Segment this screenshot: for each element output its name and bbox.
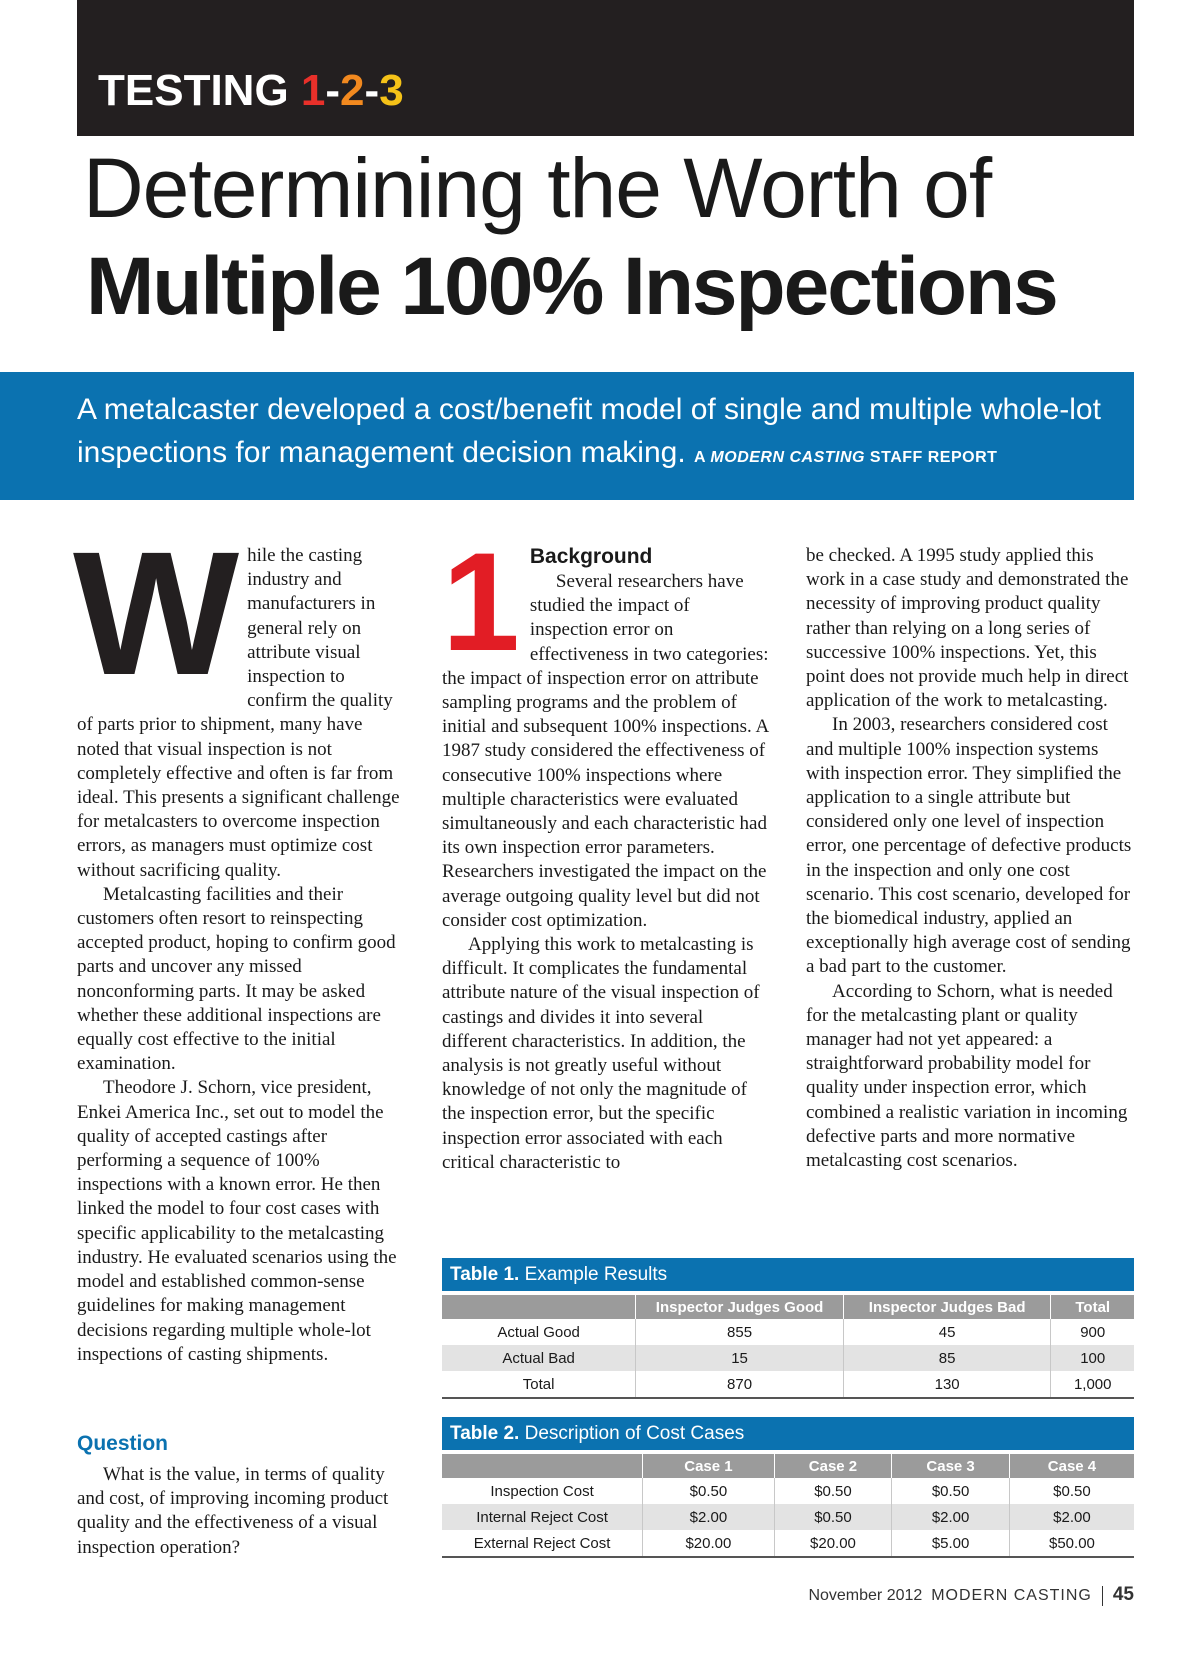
headline-line-2: Multiple 100% Inspections <box>86 241 1057 332</box>
table-1-title: Table 1. Example Results <box>442 1258 1134 1291</box>
paragraph: In 2003, researchers considered cost and multiple 100% inspection systems with inspection error. They simplified the application to a single attribute but considered only one level of inspection error, one percentage of defective products in the inspection and only one cost scenario. This cost scenario, developed for the biomedical industry, applied an exceptionally high average cost of sending a bad part to the customer. <box>806 714 1132 978</box>
kicker-digit-1: 1 <box>300 66 326 115</box>
table-1-grid <box>442 1295 1134 1399</box>
table-2 <box>442 1417 1134 1558</box>
table-2-title: Table 2. Description of Cost Cases <box>442 1417 1134 1450</box>
headline-line-1: Determining the Worth of <box>83 141 992 235</box>
paragraph: be checked. A 1995 study applied this work in a case study and demonstrated the necessity of improving product quality rather than relying on a long series of successive 100% inspections. Yet, this point does not provide much help in direct application of the work to metalcasting. <box>806 545 1129 712</box>
table-header-cell <box>442 1295 636 1319</box>
article-column-3 <box>806 544 1136 1173</box>
background-heading: Background <box>529 545 653 568</box>
table-header-cell: Case 2 <box>774 1454 892 1478</box>
question-body: What is the value, in terms of quality and cost, of improving incoming product quality and the effectiveness of a visual inspection operation? <box>77 1464 389 1558</box>
section-kicker: TESTING 1-2-3 <box>98 66 404 115</box>
table-1 <box>442 1258 1134 1399</box>
drop-cap-w: W <box>73 516 240 712</box>
paragraph: hile the casting industry and manufacturers in general rely on attribute visual inspection to confirm the quality of parts prior to shipment, many have noted that visual inspection is not completely effective and often is far from ideal. This presents a significant challenge for metalcasters to overcome inspection errors, as managers must optimize cost without sacrificing quality. <box>77 545 400 881</box>
table-row: Total 870 130 1,000 <box>442 1371 1134 1398</box>
table-row: Actual Bad 15 85 100 <box>442 1345 1134 1371</box>
paragraph: According to Schorn, what is needed for the metalcasting plant or quality manager had not yet appeared: a straightforward probability model for quality under inspection error, which combined a realistic variation in incoming defective parts and more normative metalcasting cost scenarios. <box>806 980 1128 1172</box>
table-row: Actual Good 855 45 900 <box>442 1319 1134 1345</box>
paragraph: Several researchers have studied the impact of inspection error on effectiveness in two categories: the impact of inspection error on attribute sampling programs and the problem of initial and subsequent 100% inspections. A 1987 study considered the effectiveness of consecutive 100% inspections where multiple characteristics were evaluated simultaneously and each characteristic had its own inspection error parameters. Researchers investigated the impact on the average outgoing quality level but did not consider cost optimization. <box>442 571 769 931</box>
footer-divider <box>1102 1586 1103 1606</box>
article-column-1 <box>73 516 407 1367</box>
table-header-cell: Case 3 <box>892 1454 1010 1478</box>
table-row: External Reject Cost $20.00 $20.00 $5.00 $50.00 <box>442 1530 1134 1557</box>
table-row: Inspection Cost $0.50 $0.50 $0.50 $0.50 <box>442 1478 1134 1504</box>
table-header-cell: Inspector Judges Good <box>636 1295 844 1319</box>
table-row: Internal Reject Cost $2.00 $0.50 $2.00 $2.00 <box>442 1504 1134 1530</box>
table-header-cell: Inspector Judges Bad <box>843 1295 1051 1319</box>
table-2-grid <box>442 1454 1134 1558</box>
table-header-cell: Case 4 <box>1009 1454 1134 1478</box>
table-header-cell: Case 1 <box>643 1454 774 1478</box>
paragraph: Theodore J. Schorn, vice president, Enkei America Inc., set out to model the quality of accepted castings after performing a sequence of 100% inspections with a known error. He then linked the model to four cost cases with specific applicability to the metalcasting industry. He evaluated scenarios using the model and established common-sense guidelines for making management decisions regarding multiple whole-lot inspections of casting shipments. <box>77 1077 397 1365</box>
drop-cap-1: 1 <box>442 523 520 680</box>
paragraph: Metalcasting facilities and their customers often resort to reinspecting accepted product, hoping to confirm good parts and uncover any missed nonconforming parts. It may be asked whether these additional inspections are equally cost effective to the initial examination. <box>77 883 396 1075</box>
paragraph: Applying this work to metalcasting is difficult. It complicates the fundamental attribute nature of the visual inspection of castings and divides it into several different characteristics. In addition, the analysis is not greatly useful without knowledge of not only the magnitude of the inspection error, but the specific inspection error associated with each critical characteristic to <box>442 934 760 1173</box>
deck-text: A metalcaster developed a cost/benefit model of single and multiple whole-lot inspections for management decision making. A MODERN CASTING STAFF REPORT <box>77 393 1101 469</box>
page-footer <box>808 1584 1134 1606</box>
table-header-cell <box>442 1454 643 1478</box>
byline: A MODERN CASTING STAFF REPORT <box>694 449 998 466</box>
question-heading: Question <box>77 1432 169 1455</box>
magazine-name: MODERN CASTING <box>931 1587 1092 1604</box>
kicker-digit-2: 2 <box>340 66 365 115</box>
page-number: 45 <box>1112 1584 1134 1605</box>
article-column-2 <box>442 523 772 1175</box>
kicker-digit-3: 3 <box>379 66 404 115</box>
table-header-cell: Total <box>1051 1295 1134 1319</box>
issue-date: November 2012 <box>808 1587 923 1604</box>
